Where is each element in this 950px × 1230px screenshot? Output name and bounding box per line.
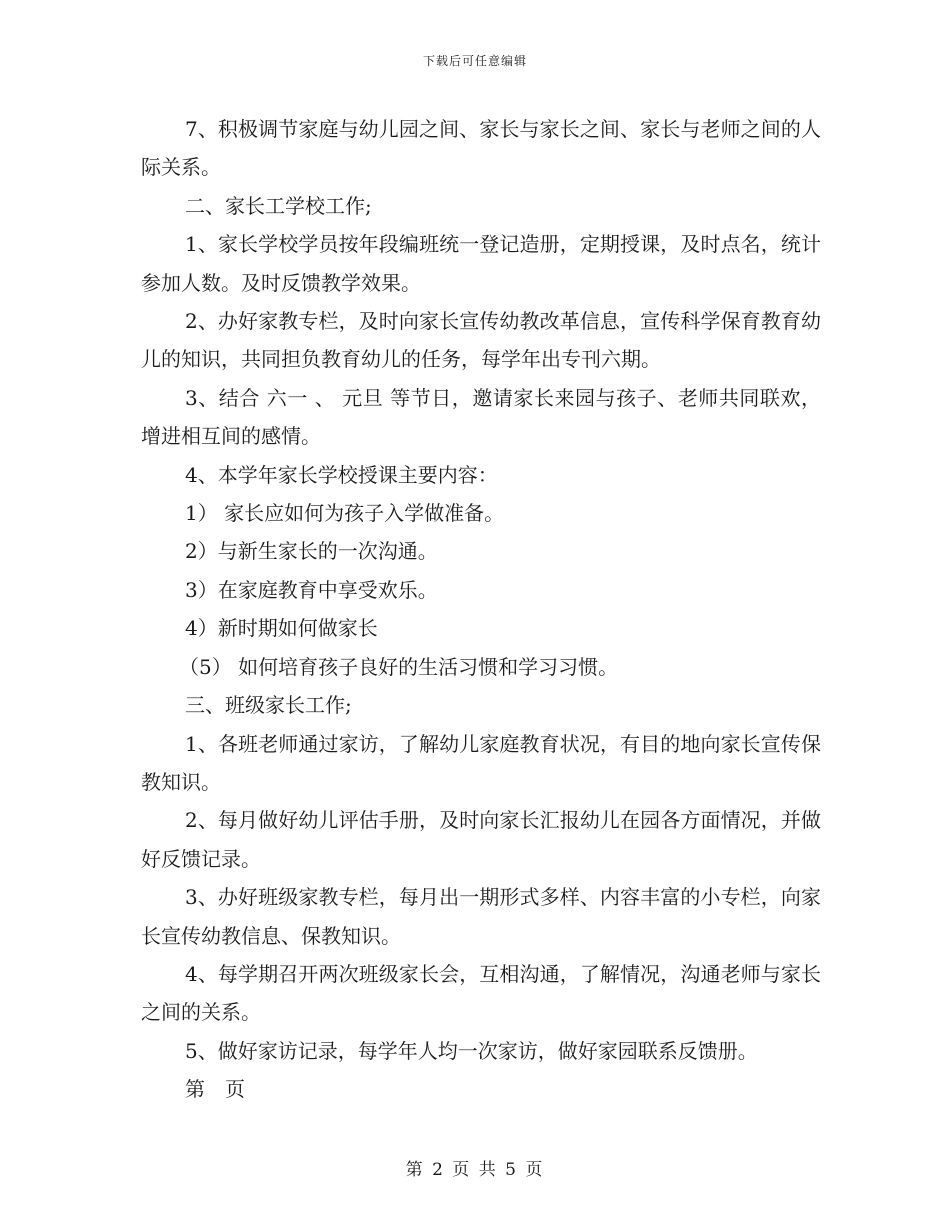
page-header: 下载后可任意编辑: [422, 54, 527, 68]
document-body: [141, 110, 821, 1109]
paragraph-school-2: 2、办好家教专栏，及时向家长宣传幼教改革信息，宣传科学保育教育幼儿的知识，共同担负教育幼儿的任务，每学年出专刊六期。: [141, 309, 821, 372]
paragraph-school-1: 1、家长学校学员按年段编班统一登记造册，定期授课，及时点名，统计参加人数。及时反馈教学效果。: [141, 232, 821, 295]
paragraph-item-7: 7、积极调节家庭与幼儿园之间、家长与家长之间、家长与老师之间的人际关系。: [141, 117, 821, 180]
paragraph-class-4: 4、每学期召开两次班级家长会，互相沟通，了解情况，沟通老师与家长之间的关系。: [141, 961, 821, 1025]
list-item-3: 3）在家庭教育中享受欢乐。: [185, 577, 438, 602]
section-heading-3: 三、班级家长工作;: [185, 693, 352, 718]
page-marker: 第 页: [185, 1077, 245, 1102]
list-item-2: 2）与新生家长的一次沟通。: [185, 539, 438, 564]
section-heading-2: 二、家长工学校工作;: [185, 193, 372, 218]
paragraph-school-4: 4、本学年家长学校授课主要内容：: [185, 462, 498, 487]
paragraph-class-1: 1、各班老师通过家访，了解幼儿家庭教育状况，有目的地向家长宣传保教知识。: [141, 731, 821, 794]
paragraph-school-3: 3、结合 六一 、 元旦 等节日，邀请家长来园与孩子、老师共同联欢，增进相互间的感情。: [141, 385, 821, 449]
page-footer: 第 2 页 共 5 页: [405, 1160, 545, 1180]
paragraph-class-2: 2、每月做好幼儿评估手册，及时向家长汇报幼儿在园各方面情况，并做好反馈记录。: [141, 808, 821, 871]
list-item-1: 1） 家长应如何为孩子入学做准备。: [185, 501, 505, 526]
paragraph-class-3: 3、办好班级家教专栏，每月出一期形式多样、内容丰富的小专栏，向家长宣传幼教信息、保教知识。: [141, 885, 821, 948]
list-item-5: （5） 如何培育孩子良好的生活习惯和学习习惯。: [179, 654, 619, 679]
list-item-4: 4）新时期如何做家长: [185, 616, 378, 641]
paragraph-class-5: 5、做好家访记录，每学年人均一次家访，做好家园联系反馈册。: [185, 1038, 758, 1063]
